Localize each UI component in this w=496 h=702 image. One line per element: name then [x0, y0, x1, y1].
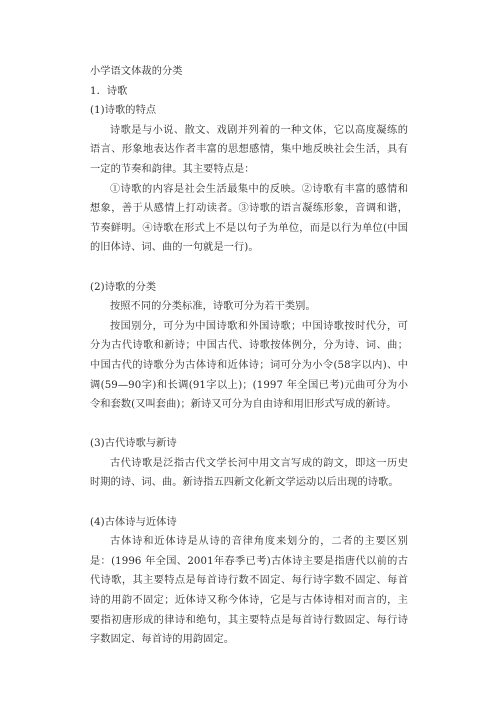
paragraph-features-list: ①诗歌的内容是社会生活最集中的反映。②诗歌有丰富的感情和想象，善于从感情上打动读者。③诗歌的语言凝练形象，音调和谐，节奏鲜明。④诗歌在形式上不是以句子为单位，而是以行为单位(中国的旧体诗、词、曲的一句就是一行)。: [90, 183, 408, 254]
subheading-ancient-vs-modern-style: (4)古体诗与近体诗: [90, 516, 177, 528]
section-heading-poetry: 1．诗歌: [90, 85, 128, 97]
subheading-features: (1)诗歌的特点: [90, 105, 157, 117]
subheading-classification: (2)诗歌的分类: [90, 281, 157, 293]
page-title: 小学语文体裁的分类: [90, 66, 183, 77]
paragraph-classification-intro: 按照不同的分类标准，诗歌可分为若干类别。: [110, 301, 316, 313]
paragraph-gap: [90, 415, 408, 435]
document-page: [90, 62, 408, 650]
paragraph-classification-detail: 按国别分，可分为中国诗歌和外国诗歌；中国诗歌按时代分，可分为古代诗歌和新诗；中国古代、诗歌按体例分，分为诗、词、曲；中国古代的诗歌分为古体诗和近体诗；词可分为小令(58字以内)、中调(59—90字)和长调(91字以上)；(1997 年全国已考)元曲可分为小令和套数(又叫套曲)；新诗又可分为自由诗和用旧形式写成的新诗。: [90, 320, 408, 411]
paragraph-ancient-vs-new: 古代诗歌是泛指古代文学长河中用文言写成的韵文，即这一历史时期的诗、词、曲。新诗指五四新文化新文学运动以后出现的诗歌。: [90, 457, 408, 489]
paragraph-gap: [90, 258, 408, 278]
paragraph-features-intro: 诗歌是与小说、散文、戏剧并列着的一种文体，它以高度凝练的语言、形象地表达作者丰富的思想感情，集中地反映社会生活，具有一定的节奏和韵律。其主要特点是：: [90, 124, 408, 175]
paragraph-gap: [90, 493, 408, 513]
subheading-ancient-vs-new: (3)古代诗歌与新诗: [90, 438, 177, 450]
paragraph-ancient-vs-modern-style: 古体诗和近体诗是从诗的音律角度来划分的，二者的主要区别是：(1996 年全国、2001年春季已考)古体诗主要是指唐代以前的古代诗歌，其主要特点是每首诗行数不固定、每行诗字数不固定、每首诗的用韵不固定；近体诗又称今体诗，它是与古体诗相对而言的，主要指初唐形成的律诗和绝句，其主要特点是每首诗行数固定、每行诗字数固定、每首诗的用韵固定。: [90, 536, 408, 646]
